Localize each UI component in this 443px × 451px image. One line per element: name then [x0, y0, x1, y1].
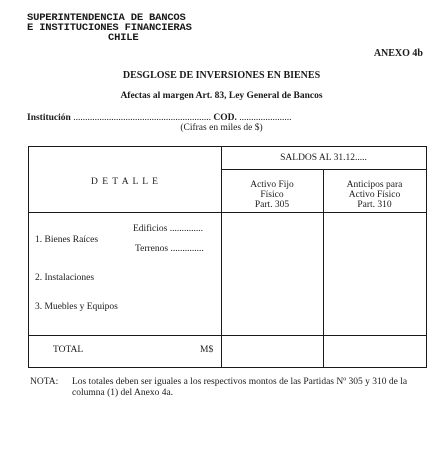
units-note: (Cifras en miles de $) — [180, 123, 263, 133]
col-activo-fijo-header — [221, 180, 323, 210]
row-muebles-equipos: 3. Muebles y Equipos — [35, 302, 118, 312]
form-subtitle: Afectas al margen Art. 83, Ley General de Bancos — [120, 91, 323, 101]
institution-label: Institución — [27, 113, 71, 123]
total-unit: M$ — [200, 345, 214, 355]
institution-line — [27, 113, 291, 123]
row-bienes-raices: 1. Bienes Raíces — [35, 235, 99, 245]
institution-field[interactable]: .......................................................... — [73, 113, 211, 123]
agency-country: CHILE — [108, 32, 139, 44]
annex-label: ANEXO 4b — [373, 48, 423, 59]
note-text: Los totales deben ser iguales a los respectivos montos de las Partidas Nº 305 y 310 de la columna (1) del Anexo 4a. — [72, 377, 408, 398]
row-terrenos — [135, 244, 204, 254]
agency-name-line1: SUPERINTENDENCIA DE BANCOS — [27, 12, 186, 24]
investment-table — [28, 146, 427, 368]
total-label: TOTAL — [53, 345, 84, 355]
agency-name-line2: E INSTITUCIONES FINANCIERAS — [27, 22, 192, 34]
row-instalaciones: 2. Instalaciones — [35, 273, 95, 283]
terrenos-dots: .............. — [170, 244, 204, 254]
saldos-header: SALDOS AL 31.12..... — [280, 153, 367, 163]
cod-label: COD. — [213, 113, 237, 123]
cod-field[interactable]: ...................... — [239, 113, 292, 123]
edificios-label: Edificios — [133, 224, 168, 234]
table-rule-header — [29, 212, 426, 213]
detalle-header: D E T A L L E — [91, 177, 159, 187]
col-anticipos-header — [323, 180, 426, 210]
form-title: DESGLOSE DE INVERSIONES EN BIENES — [122, 70, 321, 81]
table-rule-saldos — [221, 169, 426, 170]
col2-header-line2: Activo Físico — [348, 190, 401, 200]
col2-header-line3: Part. 310 — [357, 200, 392, 210]
terrenos-label: Terrenos — [135, 244, 169, 254]
col1-header-line2: Físico — [260, 190, 284, 200]
note-label: NOTA: — [30, 377, 59, 387]
col1-header-line1: Activo Fijo — [250, 180, 294, 190]
table-rule-total — [29, 335, 426, 336]
col1-header-line3: Part. 305 — [254, 200, 290, 210]
edificios-dots: .............. — [169, 224, 203, 234]
row-edificios — [133, 224, 203, 234]
col2-header-line1: Anticipos para — [346, 180, 403, 190]
